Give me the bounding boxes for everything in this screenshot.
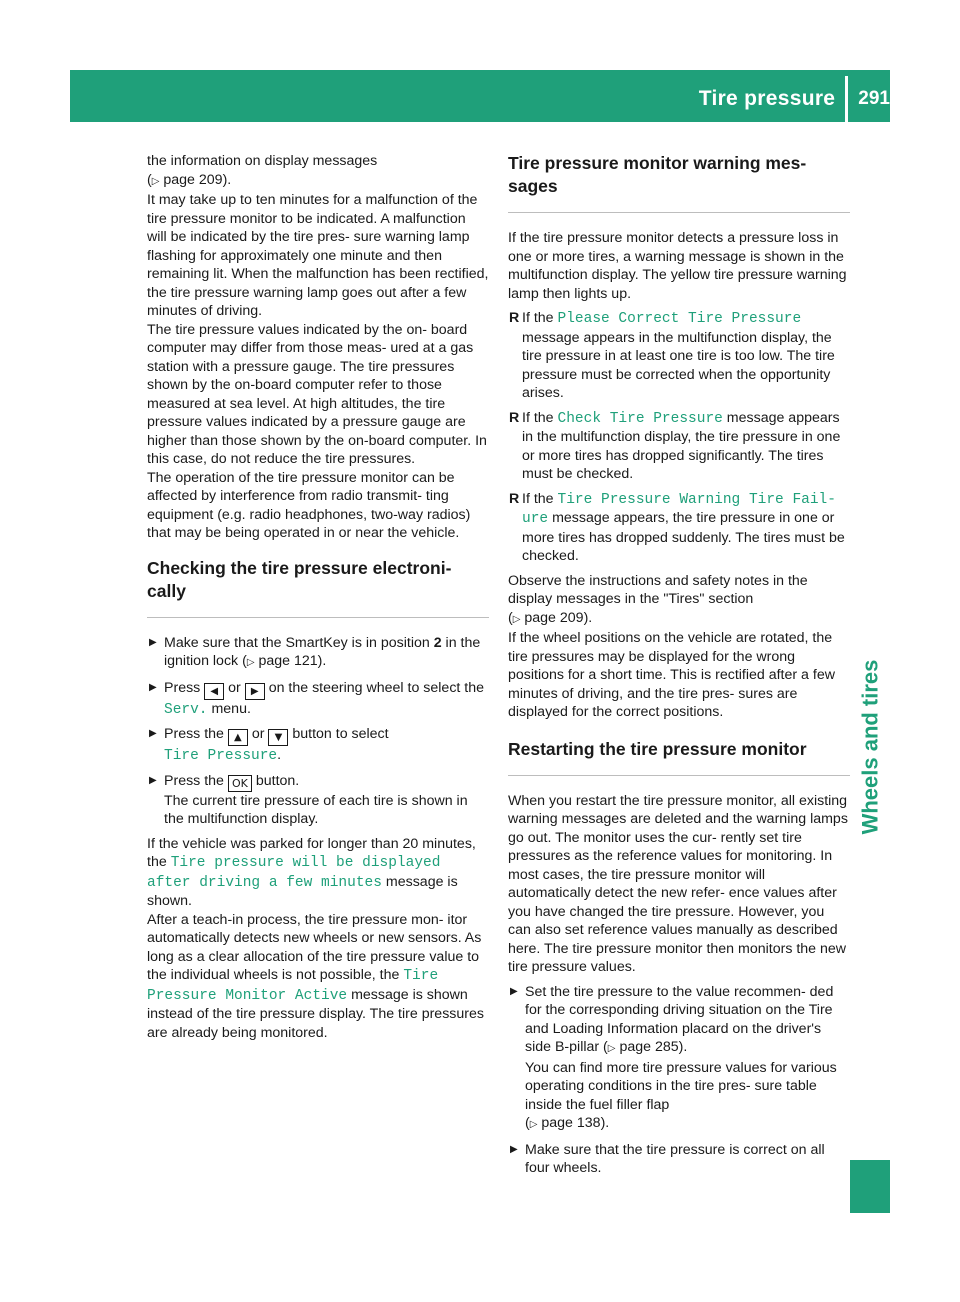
bullet-item: R If the Check Tire Pressure message appears in the multifunction display, the tire pressure in one or more tires has dropped significantly. The tires must be checked.: [509, 409, 841, 482]
paragraph: After a teach-in process, the tire pressure mon- itor automatically detects new wheels or new sensors. As long as a clear allocation of the tire pressure value to the individual wheels is not possible, the Tire Pressure Monitor Active message is shown instead of the tire pressure display. The tire pressures are already being monitored.: [147, 911, 484, 1041]
page-ref-icon: ▷: [246, 657, 255, 668]
page-ref-icon: ▷: [512, 613, 521, 625]
instruction-step: ▶ Press the ▲ or ▼ button to select Tire Pressure.: [149, 726, 389, 764]
paragraph: When you restart the tire pressure monitor, all existing warning messages are deleted and the warning lamps go out. The monitor uses the cur- rently set tire pressures as the reference values for monitoring. In most cases, the tire pressure monitor will automatically detect the new refer- ence values after you have changed the tire pressure. However, you can also set reference values manually as described here. The tire pressure monitor then monitors the new tire pressure values.: [508, 792, 848, 975]
instruction-step: ▶ Make sure that the SmartKey is in position 2 in the ignition lock (▷ page 121).: [149, 634, 481, 669]
left-arrow-key-icon: ◀: [204, 683, 224, 700]
paragraph: The tire pressure values indicated by the on- board computer may differ from those meas- ured at a gas station with a pressure gauge. The tire pressures shown by the on-board computer refer to those measured at sea level. At high altitudes, the tire pressure values indicated by a pressure gauge are higher than those shown by the on-board computer. In this case, do not reduce the tire pressures.: [147, 321, 487, 467]
instruction-step: ▶ Press the OK button. The current tire pressure of each tire is shown in the multifunction display.: [149, 772, 468, 827]
chapter-marker: [850, 1160, 890, 1213]
section-heading: Restarting the tire pressure monitor: [508, 738, 807, 759]
section-heading: Checking the tire pressure electroni- cally: [147, 557, 452, 601]
display-message-text: Tire pressure will be displayed after driving a few minutes: [147, 855, 441, 891]
display-message-text: Please Correct Tire Pressure: [557, 311, 802, 327]
ok-key-icon: OK: [228, 775, 252, 792]
up-arrow-key-icon: ▲: [228, 729, 248, 746]
chapter-title: Wheels and tires: [857, 659, 882, 835]
bullet-mark: R: [509, 490, 520, 507]
paragraph: The operation of the tire pressure monitor can be affected by interference from radio transmit- ting equipment (e.g. radio headphones, two-way radios) that may be being operated in or near the vehicle.: [147, 469, 471, 541]
instruction-step: ▶ Press ◀ or ▶ on the steering wheel to select the Serv. menu.: [149, 679, 485, 718]
page-ref-icon: ▷: [151, 175, 160, 187]
paragraph: the information on display messages (▷ page 209).: [147, 153, 378, 188]
step-arrow-icon: ▶: [510, 985, 518, 997]
section-heading: Tire pressure monitor warning mes- sages: [508, 153, 807, 196]
step-arrow-icon: ▶: [149, 636, 157, 648]
page-number: 291: [858, 88, 890, 109]
section-title: Tire pressure: [698, 87, 836, 110]
paragraph: Observe the instructions and safety notes in the display messages in the "Tires" section (▷ page 209).: [508, 572, 808, 626]
left-column: [147, 152, 489, 1042]
page-ref-icon: ▷: [607, 1043, 616, 1054]
down-arrow-key-icon: ▼: [268, 729, 288, 746]
paragraph: It may take up to ten minutes for a malfunction of the tire pressure monitor to be indicated. A malfunction will be indicated by the tire pres- sure warning lamp flashing for approximately one minute and then remaining lit. When the malfunction has been rectified, the tire pressure warning lamp goes out after a few minutes of driving.: [147, 192, 489, 319]
heading-rule: [508, 212, 850, 213]
instruction-step: ▶ Set the tire pressure to the value recommen- ded for the corresponding driving situation on the Tire and Loading Information placard on the driver's side B-pillar (▷ page 285). You can find more tire pressure values for various operating conditions in the tire pres- sure table inside the fuel filler flap (▷ page 138).: [510, 983, 837, 1131]
page-ref-icon: ▷: [529, 1119, 538, 1130]
display-message-text: Check Tire Pressure: [557, 410, 723, 427]
paragraph: If the wheel positions on the vehicle are rotated, the tire pressures may be displayed for the wrong positions for a short time. This is rectified after a few minutes of driving, and the tire pres- sures are displayed for the correct positions.: [508, 630, 835, 720]
paragraph: If the tire pressure monitor detects a pressure loss in one or more tires, a warning message is shown in the multifunction display. The yellow tire pressure warning lamp then lights up.: [508, 230, 847, 302]
display-menu-text: Tire Pressure: [164, 748, 278, 764]
header-divider: [845, 76, 848, 126]
bullet-item: R If the Tire Pressure Warning Tire Fail‐ ure message appears, the tire pressure in one or more tires has dropped suddenly. The tires must be checked.: [509, 490, 845, 564]
heading-rule: [508, 775, 850, 776]
right-arrow-key-icon: ▶: [245, 683, 265, 700]
step-arrow-icon: ▶: [149, 728, 157, 739]
page-header: [699, 84, 890, 114]
heading-rule: [147, 617, 489, 618]
chapter-tab: [850, 622, 890, 872]
bullet-mark: R: [509, 310, 520, 326]
bullet-mark: R: [509, 409, 520, 426]
bullet-item: R If the Please Correct Tire Pressure message appears in the multifunction display, the tire pressure in at least one tire is too low. The tire pressure must be corrected when the opportunity arises.: [509, 310, 835, 401]
right-column: [508, 152, 850, 1178]
instruction-step: ▶ Make sure that the tire pressure is correct on all four wheels.: [510, 1141, 825, 1176]
display-message-text: Tire Pressure Warning Tire Fail‐ ure: [522, 491, 836, 527]
display-message-text: Tire Pressure Monitor Active: [147, 968, 439, 1004]
step-arrow-icon: ▶: [149, 681, 157, 693]
paragraph: If the vehicle was parked for longer than 20 minutes, the Tire pressure will be displayed after driving a few minutes message is shown.: [147, 835, 476, 909]
display-menu-text: Serv.: [164, 701, 208, 718]
step-arrow-icon: ▶: [510, 1143, 518, 1155]
step-arrow-icon: ▶: [149, 774, 157, 786]
